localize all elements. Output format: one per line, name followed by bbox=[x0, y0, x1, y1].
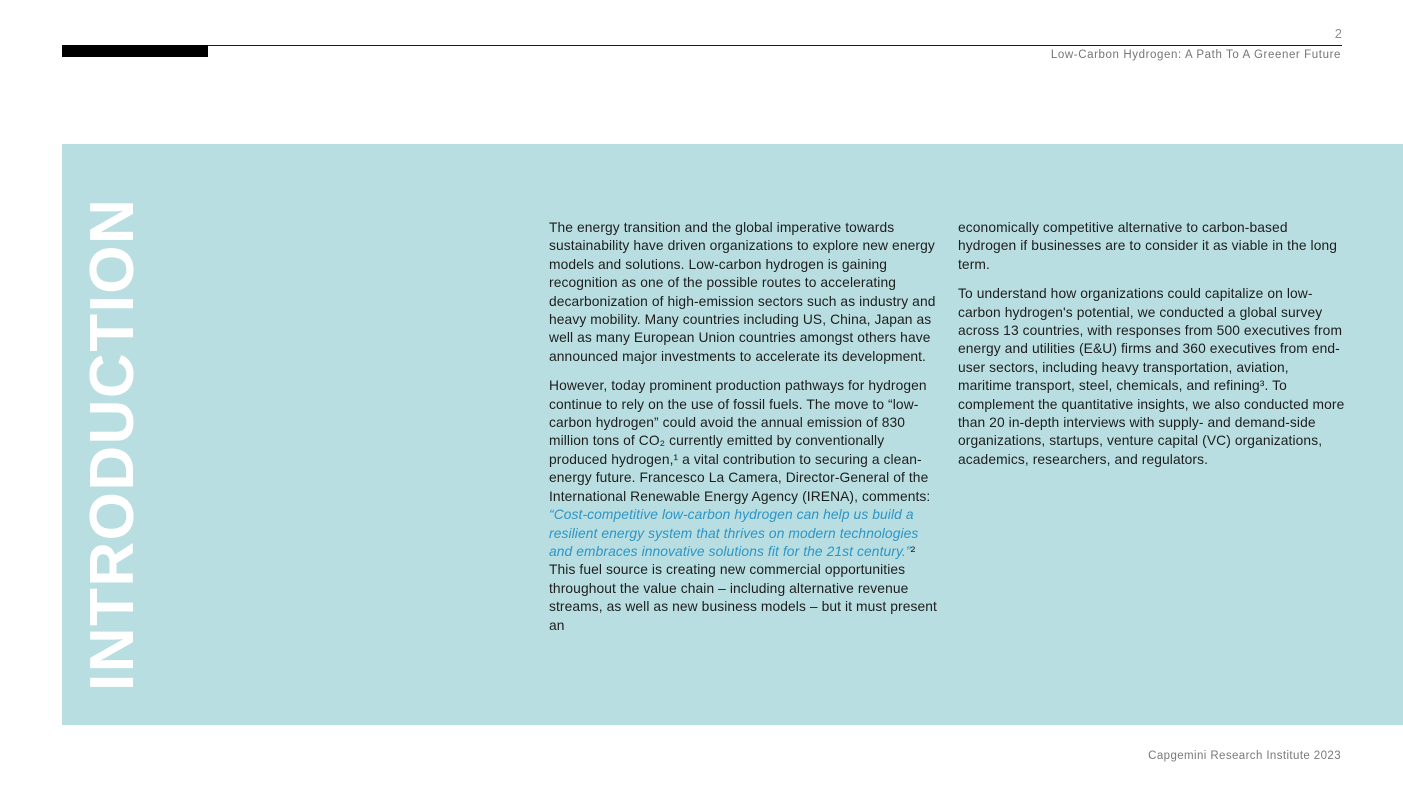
running-title: Low-Carbon Hydrogen: A Path To A Greener Future bbox=[1050, 49, 1341, 61]
paragraph-3 bbox=[958, 219, 1346, 274]
paragraph-4 bbox=[958, 285, 1346, 469]
paragraph-2-tail: ² This fuel source is creating new commercial opportunities throughout the value chain – including alternative revenue streams, as well as new business models – but it must present an bbox=[549, 543, 937, 633]
logo-bar bbox=[62, 45, 208, 57]
page-number: 2 bbox=[1334, 26, 1342, 41]
introduction-panel bbox=[62, 144, 1403, 725]
paragraph-1-text: The energy transition and the global imperative towards sustainability have driven organizations to explore new energy models and solutions. Low-carbon hydrogen is gaining recognition as one of the possible routes to accelerating decarbonization of high-emission sectors such as industry and heavy mobility. Many countries including US, China, Japan as well as many European Union countries amongst others have announced major investments to accelerate its development. bbox=[549, 220, 936, 364]
section-title-vertical: INTRODUCTION bbox=[78, 197, 147, 691]
paragraph-2-lead: However, today prominent production pathways for hydrogen continue to rely on the use of fossil fuels. The move to “low-carbon hydrogen” could avoid the annual emission of 830 million tons of CO₂ currently emitted by conventionally produced hydrogen,¹ a vital contribution to securing a clean-energy future. Francesco La Camera, Director-General of the International Renewable Energy Agency (IRENA), comments: bbox=[549, 378, 931, 504]
irena-quote: “Cost-competitive low-carbon hydrogen can help us build a resilient energy system that thrives on modern technologies and embraces innovative solutions fit for the 21st century.” bbox=[549, 507, 919, 559]
header-rule bbox=[62, 45, 1342, 46]
footer-credit: Capgemini Research Institute 2023 bbox=[1148, 750, 1341, 762]
text-column-right bbox=[958, 219, 1346, 480]
paragraph-1 bbox=[549, 219, 941, 366]
paragraph-3-text: economically competitive alternative to carbon-based hydrogen if businesses are to consider it as viable in the long term. bbox=[958, 220, 1338, 272]
text-column-left bbox=[549, 219, 941, 646]
paragraph-2 bbox=[549, 377, 941, 635]
paragraph-4-text: To understand how organizations could capitalize on low-carbon hydrogen's potential, we conducted a global survey across 13 countries, with responses from 500 executives from energy and utilities (E&U) firms and 360 executives from end-user sectors, including heavy transportation, aviation, maritime transport, steel, chemicals, and refining³. To complement the quantitative insights, we also conducted more than 20 in-depth interviews with supply- and demand-side organizations, startups, venture capital (VC) organizations, academics, researchers, and regulators. bbox=[958, 286, 1345, 467]
